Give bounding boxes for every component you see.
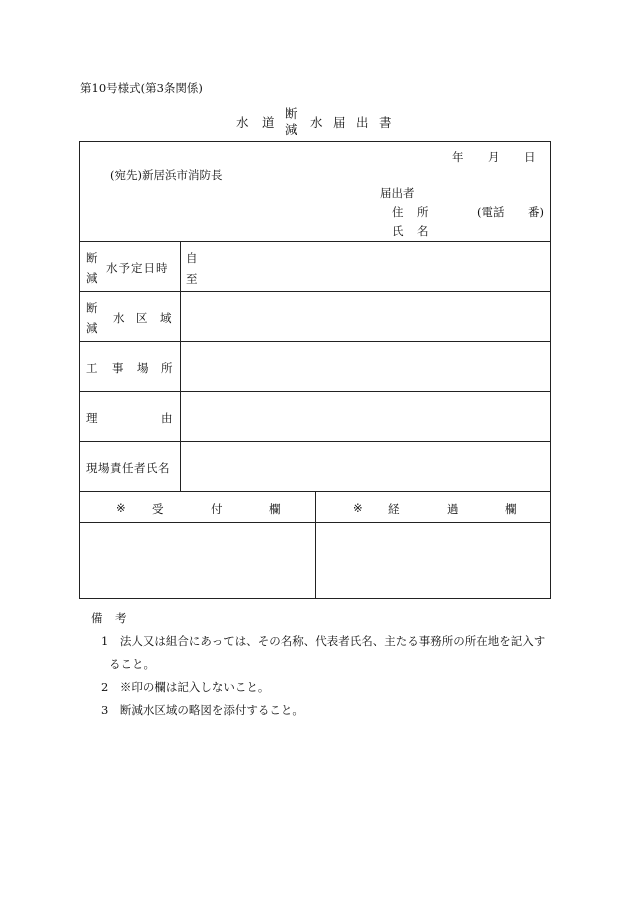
progress-header-char: 過 xyxy=(447,502,459,516)
title-char: 出 xyxy=(356,115,369,130)
row-label-area-char: 水 xyxy=(113,311,125,325)
bottom-column-divider xyxy=(315,491,316,598)
title-char: 書 xyxy=(379,115,392,130)
document-title xyxy=(0,104,630,136)
note-item: 2 ※印の欄は記入しないこと。 xyxy=(101,680,270,694)
row-label-site-char: 所 xyxy=(161,361,173,375)
date-day-label: 日 xyxy=(524,150,536,164)
row-label-schedule: 水予定日時 xyxy=(106,261,169,275)
title-char: 道 xyxy=(262,115,275,130)
title-char: 断 xyxy=(285,106,298,121)
row-label-site-char: 工 xyxy=(86,361,98,375)
note-item: ること。 xyxy=(109,657,155,671)
title-char: 水 xyxy=(236,115,249,130)
row-label-reason-char: 由 xyxy=(161,411,173,425)
addressee: (宛先)新居浜市消防長 xyxy=(110,168,223,182)
row-divider xyxy=(80,241,550,242)
row-label-dan: 断 xyxy=(86,301,98,315)
title-char: 減 xyxy=(285,122,298,137)
address-label-char: 所 xyxy=(417,205,429,219)
reception-mark: ※ xyxy=(116,501,126,515)
date-month-label: 月 xyxy=(488,150,500,164)
row-label-site-char: 事 xyxy=(112,361,124,375)
progress-header-char: 経 xyxy=(388,502,400,516)
form-table xyxy=(79,141,551,599)
row-label-area-char: 域 xyxy=(160,311,172,325)
name-label-char: 氏 xyxy=(392,224,404,238)
phone-label-close: 番) xyxy=(528,205,544,219)
row-label-reason-char: 理 xyxy=(86,411,98,425)
row-label-gen: 減 xyxy=(86,321,98,335)
address-label-char: 住 xyxy=(392,205,404,219)
applicant-label: 届出者 xyxy=(380,186,415,200)
reception-header-char: 欄 xyxy=(269,502,281,516)
note-item: 3 断減水区域の略図を添付すること。 xyxy=(101,703,304,717)
title-char: 届 xyxy=(333,115,346,130)
row-label-site-char: 場 xyxy=(137,361,149,375)
row-divider xyxy=(80,341,550,342)
name-label-char: 名 xyxy=(417,224,429,238)
phone-label-open: (電話 xyxy=(477,205,505,219)
progress-header-char: 欄 xyxy=(505,502,517,516)
row-label-area-char: 区 xyxy=(136,311,148,325)
row-divider xyxy=(80,441,550,442)
label-column-divider xyxy=(180,241,181,491)
schedule-to-label: 至 xyxy=(186,272,198,286)
date-year-label: 年 xyxy=(452,150,464,164)
row-label-supervisor: 現場責任者氏名 xyxy=(86,461,170,475)
note-item: 1 法人又は組合にあっては、その名称、代表者氏名、主たる事務所の所在地を記入す xyxy=(101,634,546,648)
reception-header-char: 付 xyxy=(211,502,223,516)
notes-heading-char: 備 xyxy=(91,611,103,625)
reception-header-char: 受 xyxy=(152,502,164,516)
form-number: 第10号様式(第3条関係) xyxy=(80,81,203,95)
row-label-dan: 断 xyxy=(86,251,98,265)
row-label-gen: 減 xyxy=(86,271,98,285)
schedule-from-label: 自 xyxy=(186,251,198,265)
row-divider xyxy=(80,291,550,292)
title-char: 水 xyxy=(310,115,323,130)
progress-mark: ※ xyxy=(353,501,363,515)
notes-heading-char: 考 xyxy=(115,611,127,625)
row-divider xyxy=(80,391,550,392)
